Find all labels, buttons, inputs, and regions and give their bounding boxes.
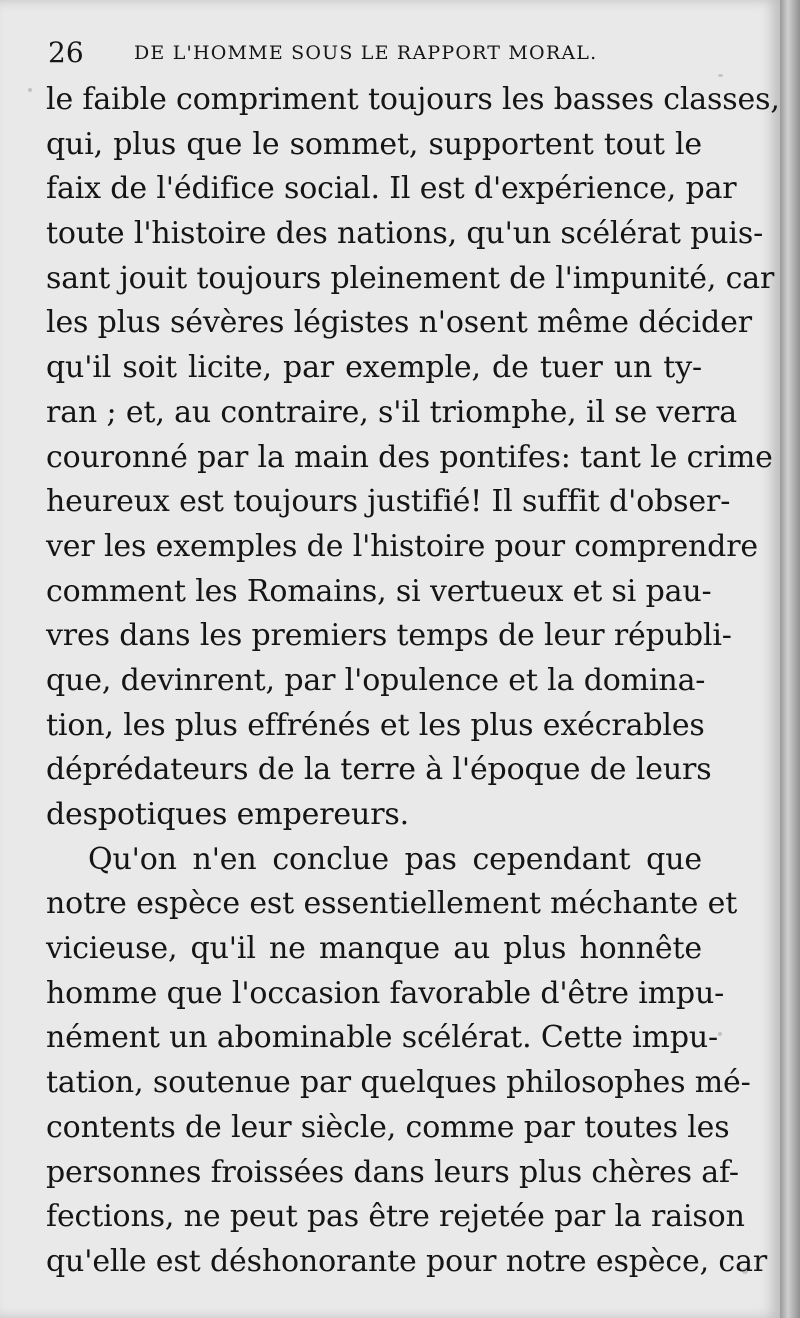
text-line: vres dans les premiers temps de leur républi-: [46, 618, 732, 654]
paragraph-end-line: despotiques empereurs.: [46, 797, 410, 832]
page-edge-shadow: [780, 0, 800, 1318]
body-text: [46, 78, 780, 1285]
page-number: 26: [48, 36, 84, 69]
text-line: faix de l'édifice social. Il est d'expérience, par: [46, 171, 737, 207]
text-line: le faible compriment toujours les basses classes,: [46, 82, 780, 117]
text-line: que, devinrent, par l'opulence et la domina-: [46, 662, 706, 698]
paper-speck: [718, 1032, 722, 1036]
text-line: couronné par la main des pontifes: tant le crime: [46, 439, 773, 475]
text-line: sant jouit toujours pleinement de l'impunité, car: [46, 260, 775, 296]
text-line: comment les Romains, si vertueux et si pau-: [46, 573, 712, 609]
text-line: toute l'histoire des nations, qu'un scélérat puis-: [46, 216, 764, 252]
paper-speck: [28, 88, 32, 92]
running-title: DE L'HOMME SOUS LE RAPPORT MORAL.: [134, 42, 598, 64]
text-line: qu'il soit licite, par exemple, de tuer un ty-: [46, 350, 702, 386]
text-line: déprédateurs de la terre à l'époque de leurs: [46, 752, 712, 788]
text-line: tion, les plus effrénés et les plus exécrables: [46, 707, 705, 743]
text-line: vicieuse, qu'il ne manque au plus honnête: [46, 931, 702, 967]
text-line: fections, ne peut pas être rejetée par la raison: [46, 1199, 745, 1235]
text-line: nément un abominable scélérat. Cette impu-: [46, 1020, 719, 1056]
text-line: les plus sévères légistes n'osent même décider: [46, 305, 752, 341]
text-line: personnes froissées dans leurs plus chères af-: [46, 1154, 739, 1190]
text-line: ver les exemples de l'histoire pour comprendre: [46, 528, 759, 564]
text-line: notre espèce est essentiellement méchante et: [46, 886, 738, 922]
text-line: qu'elle est déshonorante pour notre espèce, car: [46, 1243, 768, 1279]
page-header: [48, 36, 708, 70]
text-line: qui, plus que le sommet, supportent tout le: [46, 126, 702, 162]
paper-speck: [718, 74, 723, 77]
text-line: ran ; et, au contraire, s'il triomphe, il se verra: [46, 394, 737, 430]
paper-speck: [742, 1268, 748, 1274]
text-line: heureux est toujours justifié! Il suffit d'obser-: [46, 484, 731, 520]
text-line: tation, soutenue par quelques philosophes mé-: [46, 1065, 751, 1101]
text-line: contents de leur siècle, comme par toutes les: [46, 1109, 730, 1145]
text-line: homme que l'occasion favorable d'être impu-: [46, 975, 725, 1011]
paragraph-start-line: Qu'on n'en conclue pas cependant que: [88, 841, 702, 877]
